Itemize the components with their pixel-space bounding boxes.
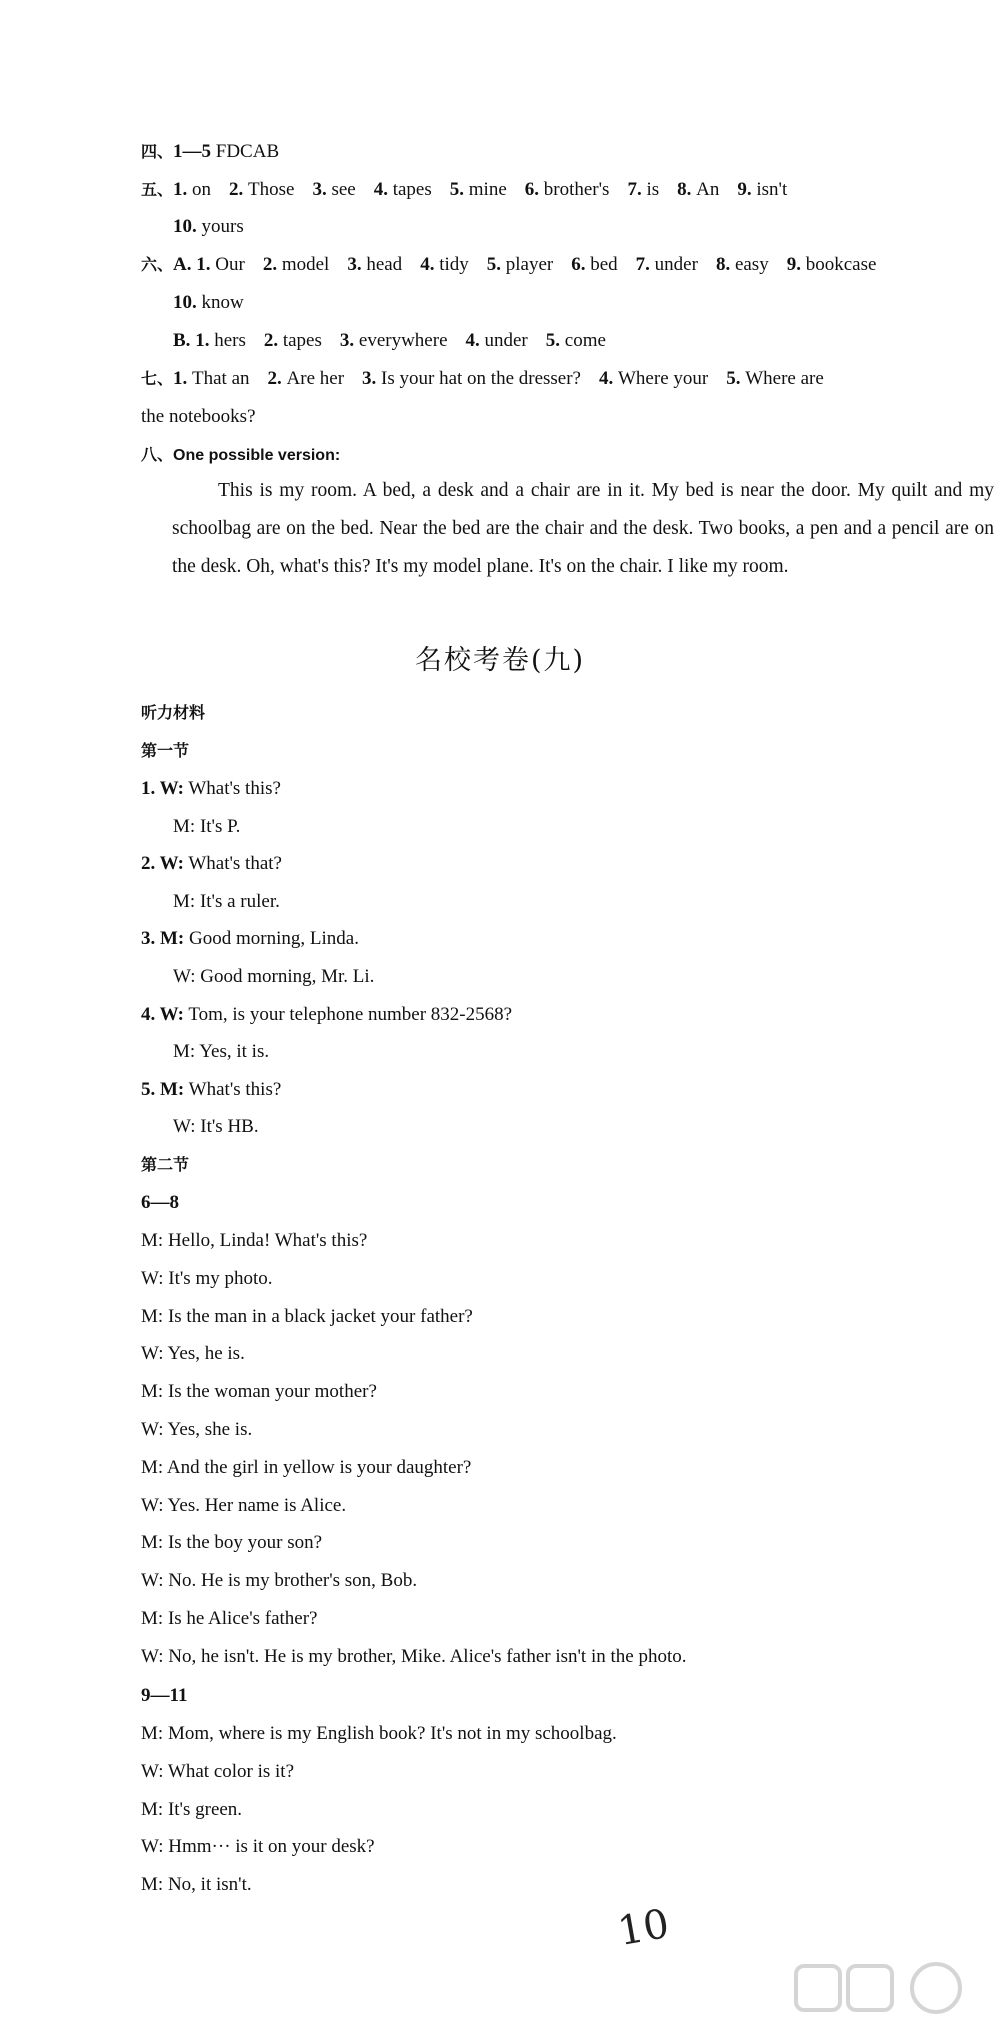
answer-value: tapes <box>392 179 432 200</box>
answer-item <box>487 252 553 278</box>
dialog-text: Yes, he is. <box>163 1343 245 1365</box>
answer-number: 1. <box>173 368 193 389</box>
answer-item <box>229 177 294 203</box>
answer-number: 9. <box>737 179 757 200</box>
answer-number: 4. <box>420 254 440 275</box>
section-8-label: 八、 <box>141 445 174 464</box>
speaker-label: M: <box>141 1381 164 1403</box>
dialog-line <box>0 814 1000 840</box>
speaker-label: M: <box>173 890 196 912</box>
answer-value: under <box>484 330 528 351</box>
answer-number: 1. <box>195 330 215 351</box>
answer-number: 2. <box>267 368 287 389</box>
dialog-line <box>0 1530 1000 1556</box>
answer-value: brother's <box>543 179 610 200</box>
range-6-8-line <box>0 1190 1000 1216</box>
dialog-line <box>0 1379 1000 1405</box>
section-5-line-2 <box>0 214 1000 240</box>
dialog-line <box>0 1834 1000 1860</box>
dialog-line <box>0 776 1000 802</box>
speaker-label: W: <box>141 1419 164 1440</box>
answer-value: know <box>201 292 244 313</box>
speaker-label: M: <box>173 1041 196 1063</box>
section-6-line-2 <box>0 290 1000 316</box>
answer-number: 1. <box>173 179 193 200</box>
answer-item <box>362 366 581 392</box>
section-6-line-1 <box>0 252 1000 278</box>
answer-value: That an <box>192 368 250 389</box>
answer-value: Are her <box>286 368 345 389</box>
answer-value: hers <box>214 330 246 351</box>
answer-number: 1. <box>196 254 216 275</box>
answer-number: 3. <box>362 368 382 389</box>
exam-title: 名校考卷(九) <box>414 645 586 676</box>
speaker-label: W: <box>173 1116 196 1138</box>
answer-number: 5. <box>726 368 746 389</box>
dialog-line <box>0 1304 1000 1330</box>
dialog-line <box>0 1872 1000 1898</box>
section-4-range: 1—5 <box>173 141 212 162</box>
answer-item <box>347 252 402 278</box>
part-2-heading: 第二节 <box>141 1155 190 1174</box>
dialog-line <box>0 1568 1000 1594</box>
speaker-label: W: <box>141 1836 164 1858</box>
dialog-text: Yes, she is. <box>163 1419 253 1440</box>
dialog-text: Yes, it is. <box>195 1041 270 1063</box>
dialog-text: It's HB. <box>195 1116 259 1138</box>
dialog-line <box>0 964 1000 990</box>
answer-number: 10. <box>173 216 202 237</box>
answer-number: 5. <box>545 330 565 351</box>
answer-number: 3. <box>347 254 367 275</box>
answer-item <box>263 252 330 278</box>
section-8-heading: One possible version: <box>173 447 341 464</box>
answer-item <box>173 177 211 203</box>
part-1-heading: 第一节 <box>141 741 190 760</box>
dialog-line <box>0 1266 1000 1292</box>
answer-value: Those <box>248 179 295 200</box>
dialog-line <box>0 1114 1000 1140</box>
answer-number: 5. <box>486 254 506 275</box>
answer-item <box>173 214 244 240</box>
dialog-line <box>0 1341 1000 1367</box>
answer-value: everywhere <box>358 330 448 351</box>
essay-text: This is my room. A bed, a desk and a chair are in it. My bed is near the door. My quilt and my schoolbag are on the bed. Near the bed are the chair and the desk. Two books, a pen and a pencil are on the desk. Oh, what's this? It's my model plane. It's on the chair. I like my room. <box>172 480 994 577</box>
answer-item <box>196 252 245 278</box>
answer-value: is <box>646 179 660 200</box>
dialog-line <box>0 851 1000 877</box>
answer-item <box>787 252 877 278</box>
speaker-label: W: <box>141 1267 164 1289</box>
dialog-text: Tom, is your telephone number 832-2568? <box>183 1003 513 1025</box>
answer-number: 8. <box>677 179 697 200</box>
speaker-label: 5. M: <box>141 1078 185 1100</box>
speaker-label: 1. W: <box>141 778 184 799</box>
section-6-label: 六、 <box>141 255 174 274</box>
dialog-text: Is the woman your mother? <box>163 1381 377 1403</box>
speaker-label: M: <box>173 815 196 837</box>
dialog-line <box>0 1493 1000 1519</box>
listening-heading-line <box>0 700 1000 726</box>
range-9-11: 9—11 <box>141 1685 188 1706</box>
answer-number: 10. <box>173 292 202 313</box>
range-9-11-line <box>0 1683 1000 1709</box>
section-6-items <box>196 254 894 275</box>
speaker-label: W: <box>173 966 196 987</box>
answer-value: head <box>366 254 403 275</box>
speaker-label: M: <box>141 1798 164 1820</box>
dialog-text: Hello, Linda! What's this? <box>163 1230 368 1251</box>
answer-value: come <box>564 330 606 351</box>
answer-value: Is your hat on the dresser? <box>381 368 581 389</box>
sample-essay <box>172 472 994 586</box>
dialog-line <box>0 1417 1000 1443</box>
answer-value: see <box>331 179 356 200</box>
answer-item <box>173 366 250 392</box>
answer-number: 7. <box>627 179 647 200</box>
dialog-text: What color is it? <box>163 1760 295 1782</box>
answer-number: 2. <box>262 254 282 275</box>
section-5-items <box>173 179 805 200</box>
section-8-heading-line <box>0 442 1000 469</box>
speaker-label: M: <box>141 1723 164 1744</box>
answer-value: model <box>281 254 330 275</box>
dialog-line <box>0 1606 1000 1632</box>
answer-value: mine <box>468 179 507 200</box>
speaker-label: M: <box>141 1608 164 1629</box>
answer-number: 4. <box>373 179 393 200</box>
answer-item <box>195 328 246 354</box>
section-7-line-2 <box>0 404 1000 430</box>
answer-item <box>627 177 659 203</box>
dialog-text: What's this? <box>183 778 281 799</box>
watermark-logo <box>786 1956 986 2026</box>
dialog-line <box>0 1039 1000 1065</box>
speaker-label: M: <box>141 1456 164 1478</box>
answer-number: 2. <box>229 179 249 200</box>
answer-number: 4. <box>599 368 618 389</box>
dialog-text: What's that? <box>183 853 282 875</box>
dialog-text: Good morning, Mr. Li. <box>195 966 375 987</box>
dialog-line <box>0 1455 1000 1481</box>
speaker-label: W: <box>141 1343 164 1365</box>
speaker-label: W: <box>141 1494 164 1516</box>
dialog-line <box>0 1228 1000 1254</box>
section-4-value: FDCAB <box>215 141 280 162</box>
answer-item <box>716 252 769 278</box>
section-7-label: 七、 <box>141 369 174 388</box>
dialog-text: Hmm··· is it on your desk? <box>163 1836 375 1858</box>
dialog-text: Yes. Her name is Alice. <box>163 1494 347 1516</box>
answer-item <box>546 328 606 354</box>
section-4-line <box>0 139 1000 165</box>
answer-value: Our <box>215 254 245 275</box>
listening-heading: 听力材料 <box>141 703 206 722</box>
answer-item <box>737 177 787 203</box>
answer-item <box>374 177 432 203</box>
answer-value: Where your <box>618 368 709 389</box>
answer-number: 2. <box>263 330 283 351</box>
section-5-line-1 <box>0 177 1000 203</box>
section-6-line-3 <box>0 328 1000 354</box>
section-7-line-1 <box>0 366 1000 392</box>
dialog-text: It's a ruler. <box>195 890 280 912</box>
answer-value: isn't <box>756 179 788 200</box>
speaker-label: M: <box>141 1230 164 1251</box>
part-2-line <box>0 1152 1000 1178</box>
dialog-text: It's green. <box>163 1798 243 1820</box>
answer-value: under <box>654 254 698 275</box>
speaker-label: W: <box>141 1760 164 1782</box>
answer-value: tidy <box>439 254 469 275</box>
answer-item <box>268 366 345 392</box>
dialog-text: What's this? <box>184 1078 282 1100</box>
section-6-part-b: B. <box>173 330 191 351</box>
answer-number: 6. <box>524 179 544 200</box>
dialog-line <box>0 1077 1000 1103</box>
section-5-label: 五、 <box>141 180 174 199</box>
answer-item <box>312 177 355 203</box>
answer-item <box>571 252 617 278</box>
speaker-label: M: <box>141 1305 164 1327</box>
answer-value: yours <box>201 216 244 237</box>
speaker-label: 2. W: <box>141 853 184 875</box>
dialog-line <box>0 1721 1000 1747</box>
speaker-label: W: <box>141 1645 164 1667</box>
dialog-text: Is he Alice's father? <box>163 1608 318 1629</box>
dialog-line <box>0 889 1000 915</box>
answer-value: bookcase <box>805 254 877 275</box>
dialog-line <box>0 1759 1000 1785</box>
answer-value: tapes <box>282 330 322 351</box>
answer-number: 8. <box>715 254 735 275</box>
dialog-line <box>0 1644 1000 1670</box>
dialog-text: Good morning, Linda. <box>184 928 359 950</box>
answer-value: An <box>696 179 720 200</box>
answer-number: 3. <box>312 179 332 200</box>
speaker-label: W: <box>141 1570 164 1592</box>
answer-item <box>525 177 610 203</box>
dialog-text: It's P. <box>195 815 241 837</box>
answer-item <box>677 177 719 203</box>
section-6-items-b <box>195 330 624 351</box>
section-4-label: 四、 <box>141 142 174 161</box>
dialog-text: Is the boy your son? <box>163 1532 323 1554</box>
answer-value: bed <box>590 254 618 275</box>
answer-item <box>599 366 708 392</box>
dialog-line <box>0 926 1000 952</box>
speaker-label: M: <box>141 1532 164 1554</box>
answer-value: easy <box>734 254 769 275</box>
answer-number: 3. <box>339 330 359 351</box>
answer-number: 4. <box>465 330 485 351</box>
answer-item <box>636 252 698 278</box>
answer-item <box>726 366 824 392</box>
page-number: 10 <box>614 1900 673 1956</box>
speaker-label: 3. M: <box>141 928 185 950</box>
answer-item <box>466 328 528 354</box>
answer-number: 5. <box>449 179 469 200</box>
speaker-label: 4. W: <box>141 1003 184 1025</box>
section-7-items <box>173 368 842 389</box>
answer-value: on <box>192 179 212 200</box>
answer-value: Where are <box>745 368 824 389</box>
answer-number: 7. <box>635 254 655 275</box>
dialog-line <box>0 1797 1000 1823</box>
dialog-text: Mom, where is my English book? It's not in my schoolbag. <box>163 1723 617 1744</box>
dialog-text: No, it isn't. <box>163 1874 252 1896</box>
dialog-text: No, he isn't. He is my brother, Mike. Alice's father isn't in the photo. <box>163 1645 687 1667</box>
part-1-line <box>0 738 1000 764</box>
speaker-label: M: <box>141 1874 164 1896</box>
range-6-8: 6—8 <box>141 1192 179 1213</box>
answer-item <box>340 328 448 354</box>
answer-number: 6. <box>571 254 591 275</box>
dialog-text: Is the man in a black jacket your father? <box>163 1305 473 1327</box>
answer-number: 9. <box>786 254 806 275</box>
dialog-line <box>0 1002 1000 1028</box>
answer-item <box>450 177 507 203</box>
answer-item <box>264 328 322 354</box>
dialog-text: It's my photo. <box>163 1267 273 1289</box>
section-6-part-a: A. <box>173 254 192 275</box>
section-7-continuation: the notebooks? <box>141 406 256 427</box>
answer-value: player <box>505 254 554 275</box>
answer-item <box>420 252 469 278</box>
dialog-text: No. He is my brother's son, Bob. <box>163 1570 418 1592</box>
answer-item <box>173 290 244 316</box>
dialog-text: And the girl in yellow is your daughter? <box>163 1456 472 1478</box>
